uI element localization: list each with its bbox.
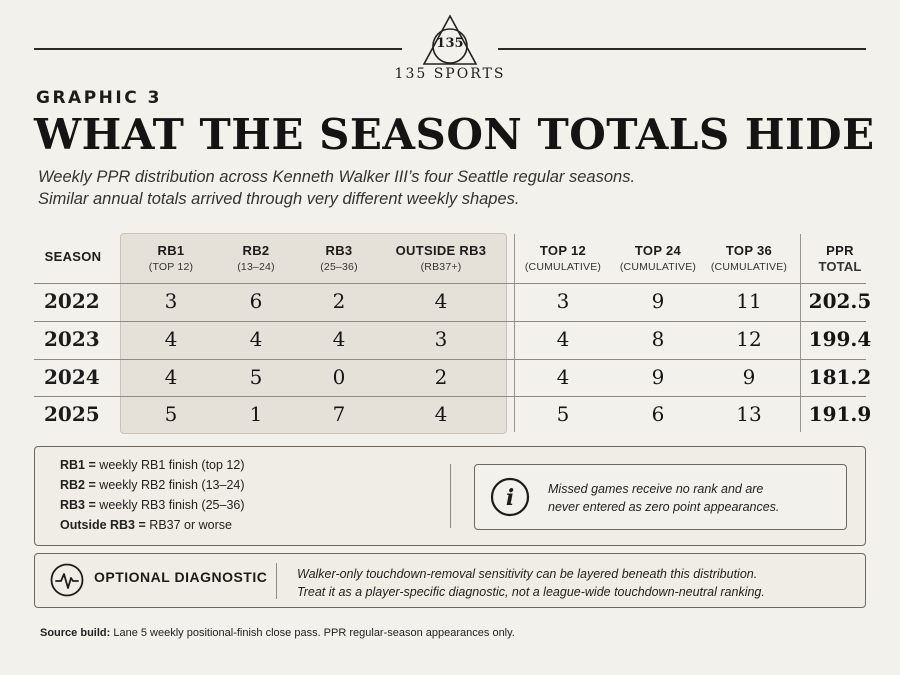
- table-cell: 0: [332, 365, 346, 389]
- table-cell: 4: [164, 327, 178, 351]
- table-cell: 4: [164, 365, 178, 389]
- season-cell: 2025: [44, 402, 100, 426]
- ppr-total-cell: 202.5: [808, 289, 872, 313]
- table-cell: 4: [556, 365, 570, 389]
- season-cell: 2023: [44, 327, 100, 351]
- legend-item: RB1 = weekly RB1 finish (top 12): [60, 458, 245, 472]
- column-header-label: PPR: [826, 243, 854, 258]
- table-cell: 5: [249, 365, 263, 389]
- column-header: [216, 243, 296, 275]
- source-note: [40, 627, 515, 639]
- ppr-total-cell: 191.9: [808, 402, 872, 426]
- table-cell: 2: [332, 289, 346, 313]
- subtitle-line-1: Weekly PPR distribution across Kenneth Walker III’s four Seattle regular seasons.: [38, 168, 636, 186]
- diagnostic-line: Walker-only touchdown-removal sensitivity can be layered beneath this distribution.: [297, 567, 758, 581]
- subtitle-line-2: Similar annual totals arrived through very different weekly shapes.: [38, 190, 520, 208]
- legend-term: RB1: [60, 458, 86, 472]
- row-divider: [34, 283, 866, 284]
- legend-def: weekly RB1 finish (top 12): [99, 458, 245, 472]
- column-header-label: TOP 24: [634, 243, 682, 258]
- column-header-label: RB3: [325, 243, 353, 258]
- svg-text:i: i: [505, 485, 515, 511]
- column-header-sub: (CUMULATIVE): [619, 261, 697, 273]
- diagnostic-divider: [276, 563, 277, 599]
- source-text: Lane 5 weekly positional-finish close pass. PPR regular-season appearances only.: [113, 627, 515, 639]
- table-cell: 12: [736, 327, 762, 351]
- table-cell: 9: [651, 289, 665, 313]
- info-note-line: Missed games receive no rank and are: [548, 482, 764, 496]
- table-cell: 6: [651, 402, 665, 426]
- column-header-label: OUTSIDE RB3: [395, 243, 487, 258]
- column-header-sub: (RB37+): [420, 261, 462, 273]
- brand-name: 135 SPORTS: [394, 66, 506, 82]
- pulse-icon: [50, 563, 84, 597]
- season-header: SEASON: [44, 249, 102, 264]
- legend-def: RB37 or worse: [149, 518, 232, 532]
- legend-term: RB2: [60, 478, 86, 492]
- table-cell: 3: [434, 327, 448, 351]
- page-title: WHAT THE SEASON TOTALS HIDE: [34, 110, 875, 159]
- table-cell: 5: [556, 402, 570, 426]
- table-cell: 8: [651, 327, 665, 351]
- legend-item: Outside RB3 = RB37 or worse: [60, 518, 232, 532]
- column-header-label: TOP 12: [539, 243, 587, 258]
- diagnostic-label: OPTIONAL DIAGNOSTIC: [94, 569, 268, 585]
- table-cell: 11: [736, 289, 762, 313]
- column-header-sub: TOTAL: [818, 259, 862, 274]
- table-cell: 1: [249, 402, 263, 426]
- table-cell: 4: [434, 289, 448, 313]
- table-cell: 6: [249, 289, 263, 313]
- table-cell: 13: [736, 402, 762, 426]
- table-cell: 9: [651, 365, 665, 389]
- brand-logo: [414, 14, 486, 70]
- table-cell: 5: [164, 402, 178, 426]
- column-header: [518, 243, 608, 275]
- legend-item: RB2 = weekly RB2 finish (13–24): [60, 478, 245, 492]
- diagnostic-line: Treat it as a player-specific diagnostic, not a league-wide touchdown-neutral ranking.: [297, 585, 765, 599]
- table-cell: 3: [556, 289, 570, 313]
- season-cell: 2022: [44, 289, 100, 313]
- table-cell: 9: [742, 365, 756, 389]
- definitions-divider: [450, 464, 451, 528]
- column-header: [805, 243, 875, 275]
- column-header: [131, 243, 211, 275]
- legend-item: RB3 = weekly RB3 finish (25–36): [60, 498, 245, 512]
- header-rule-right: [498, 48, 866, 50]
- info-icon: [490, 477, 530, 517]
- column-header-label: RB1: [157, 243, 185, 258]
- ppr-total-cell: 181.2: [808, 365, 872, 389]
- column-header-label: RB2: [242, 243, 270, 258]
- info-note-line: never entered as zero point appearances.: [548, 500, 780, 514]
- column-header-sub: (TOP 12): [148, 261, 194, 273]
- table-cell: 2: [434, 365, 448, 389]
- column-header-sub: (CUMULATIVE): [710, 261, 788, 273]
- column-header: [613, 243, 703, 275]
- graphic-eyebrow: GRAPHIC 3: [36, 88, 162, 108]
- source-label: Source build:: [40, 627, 111, 639]
- column-header-sub: (13–24): [237, 261, 275, 273]
- table-cell: 4: [556, 327, 570, 351]
- info-note-text: [548, 480, 779, 516]
- row-divider: [34, 321, 866, 322]
- table-cell: 7: [332, 402, 346, 426]
- logo-number: 135: [436, 36, 464, 51]
- column-header-sub: (CUMULATIVE): [524, 261, 602, 273]
- legend-term: Outside RB3: [60, 518, 136, 532]
- column-divider: [514, 234, 515, 432]
- column-header-label: TOP 36: [725, 243, 773, 258]
- header-rule-left: [34, 48, 402, 50]
- column-header: [381, 243, 501, 275]
- table-cell: 4: [332, 327, 346, 351]
- legend-def: weekly RB3 finish (25–36): [99, 498, 245, 512]
- table-cell: 3: [164, 289, 178, 313]
- ppr-total-cell: 199.4: [808, 327, 872, 351]
- table-cell: 4: [249, 327, 263, 351]
- season-cell: 2024: [44, 365, 100, 389]
- row-divider: [34, 396, 866, 397]
- row-divider: [34, 359, 866, 360]
- legend-term: RB3: [60, 498, 86, 512]
- legend-def: weekly RB2 finish (13–24): [99, 478, 245, 492]
- table-cell: 4: [434, 402, 448, 426]
- column-header-sub: (25–36): [320, 261, 358, 273]
- column-header: [299, 243, 379, 275]
- column-header: [704, 243, 794, 275]
- diagnostic-text: [297, 565, 765, 601]
